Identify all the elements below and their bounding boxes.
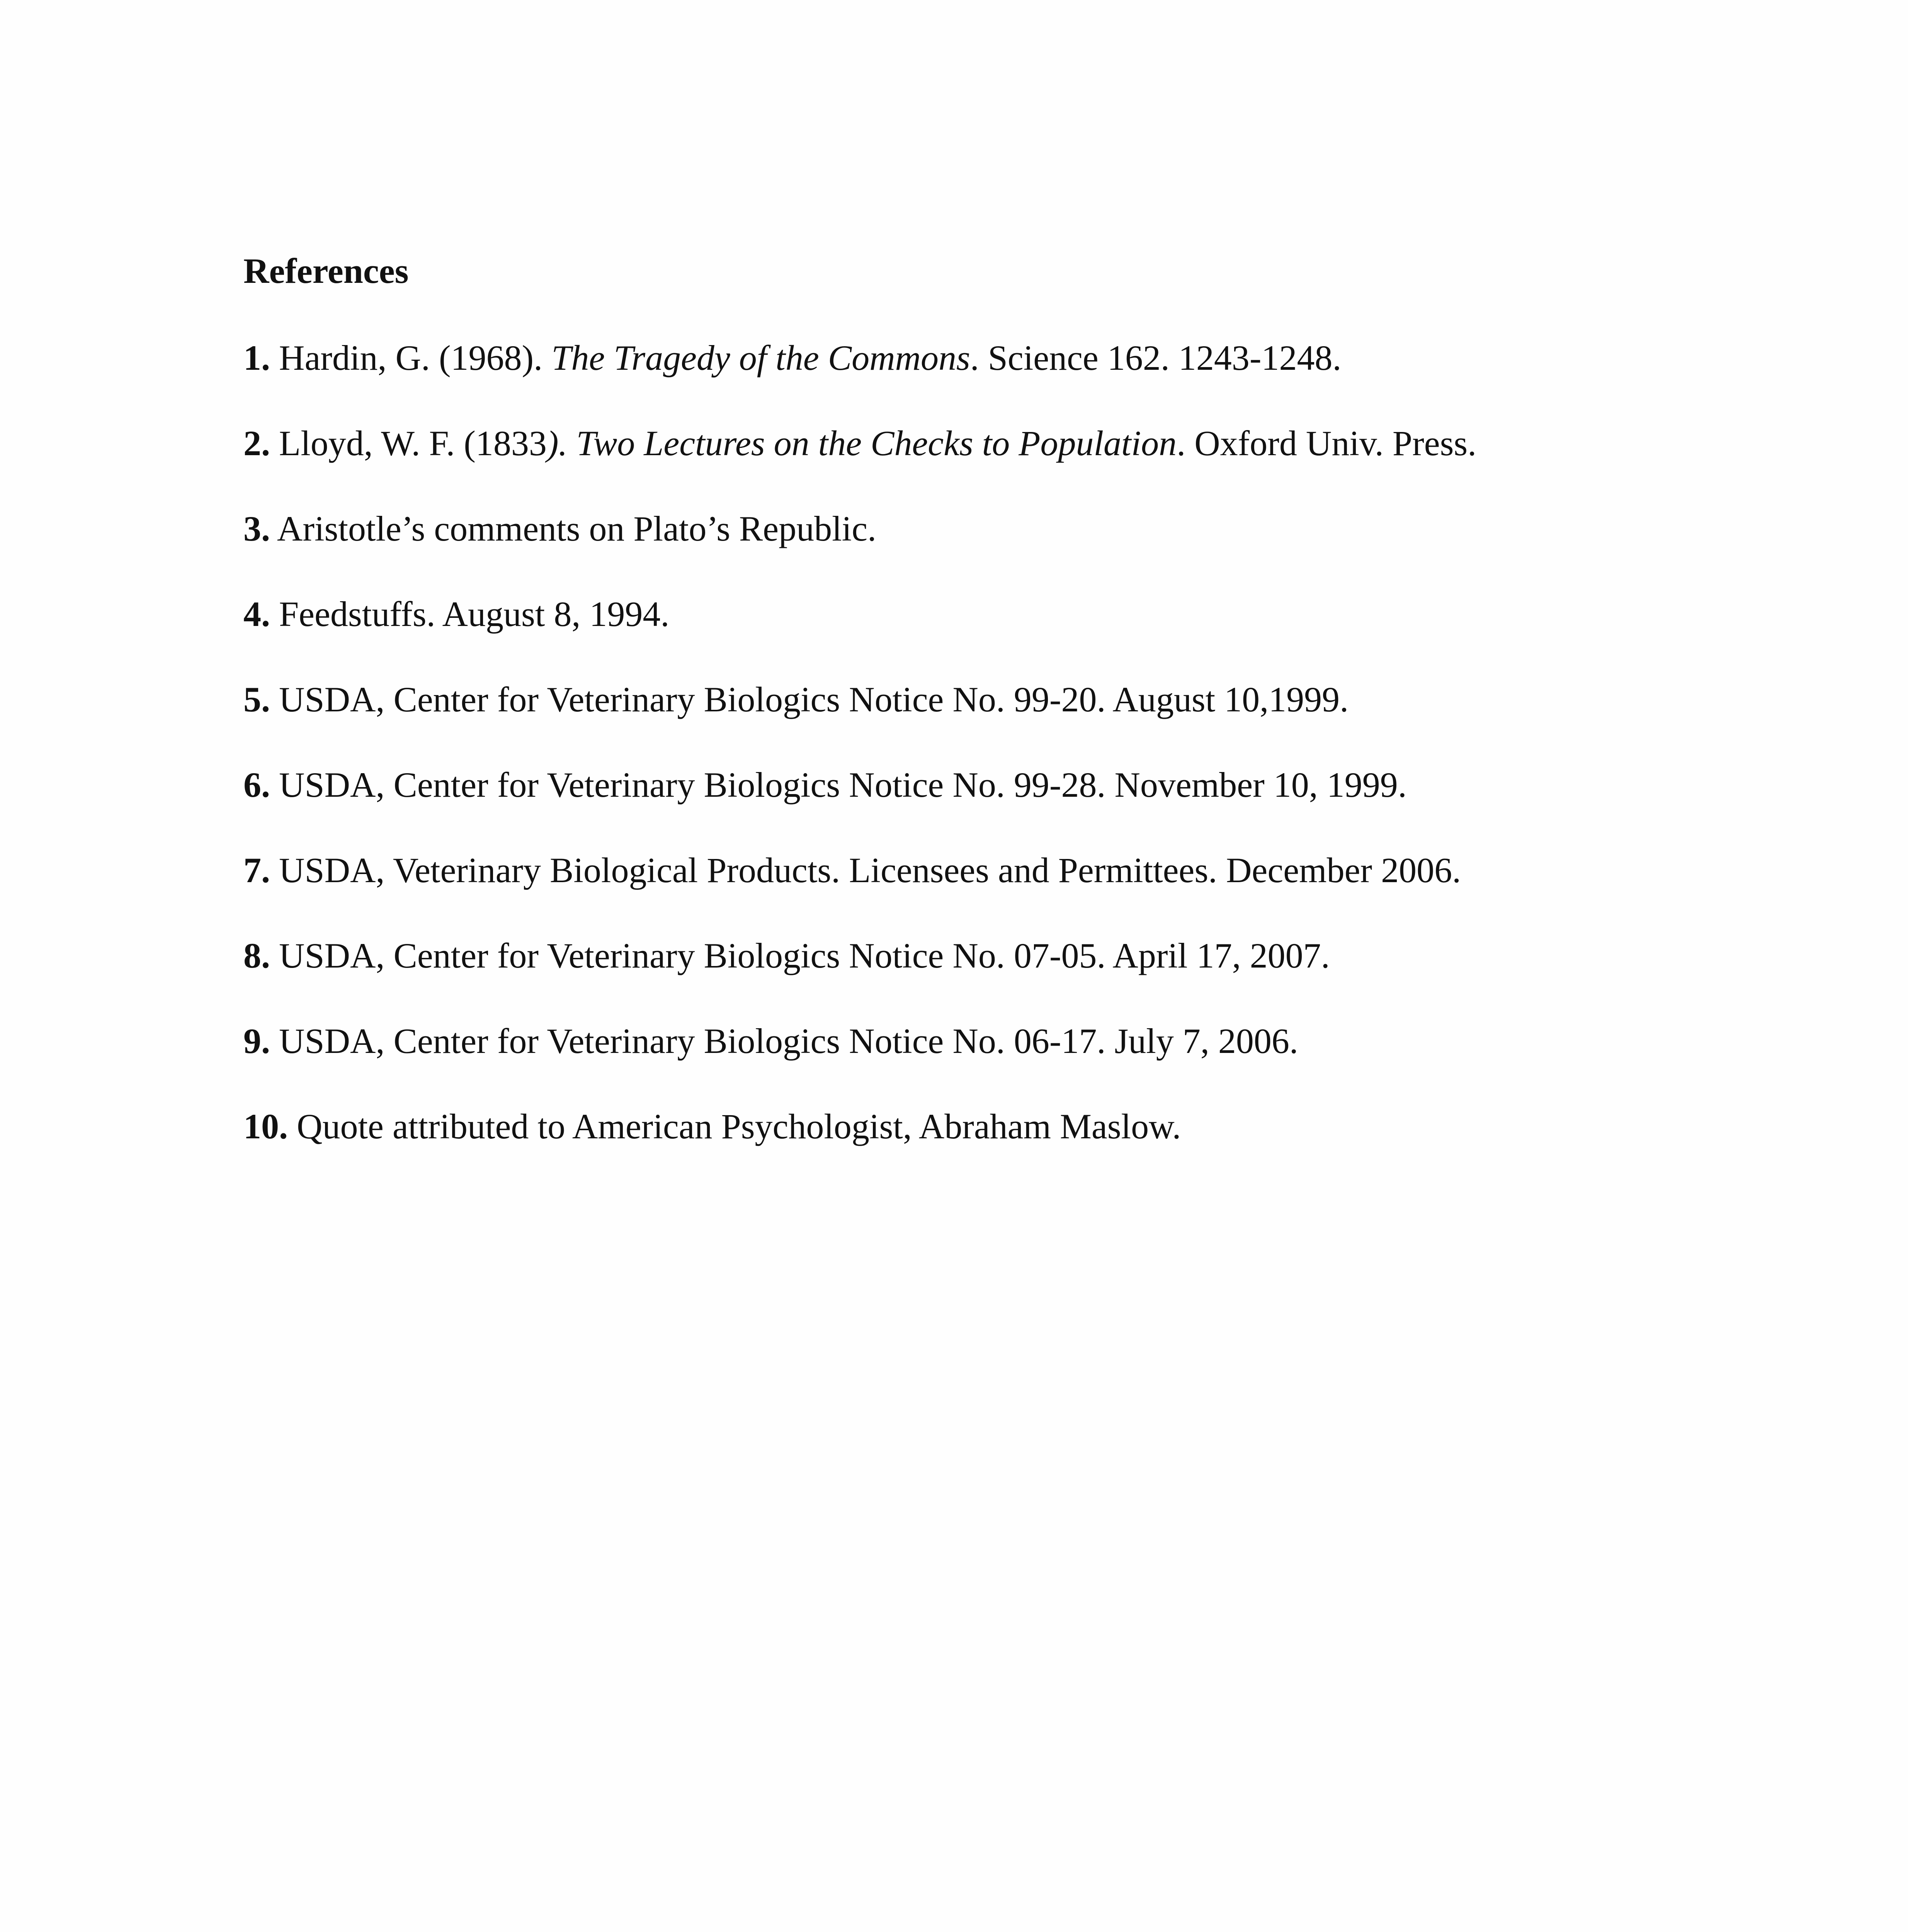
reference-item [243,596,1866,682]
reference-item [243,1023,1866,1109]
reference-text: USDA, Veterinary Biological Products. Licensees and Permittees. December 2006. [270,850,1461,890]
reference-number: 6. [243,765,270,804]
reference-number: 3. [243,509,270,548]
references-heading: References [243,251,409,291]
reference-text-tail: . Oxford Univ. Press. [1177,423,1477,463]
reference-text: Quote attributed to American Psychologist, Abraham Maslow. [288,1107,1181,1146]
reference-number: 2. [243,423,270,463]
reference-text: Aristotle’s comments on Plato’s Republic. [270,509,877,548]
reference-number: 4. [243,594,270,634]
reference-item [243,852,1866,938]
reference-text: Lloyd, W. F. (1833 [270,423,547,463]
reference-item [243,682,1866,767]
reference-title: ). Two Lectures on the Checks to Population [546,423,1177,463]
reference-item [243,938,1866,1023]
reference-number: 8. [243,936,270,975]
reference-item [243,425,1866,511]
reference-text: USDA, Center for Veterinary Biologics Notice No. 99-28. November 10, 1999. [270,765,1407,804]
reference-text-tail: . Science 162. 1243-1248. [970,338,1342,378]
reference-text: USDA, Center for Veterinary Biologics Notice No. 99-20. August 10,1999. [270,680,1349,719]
reference-text: Feedstuffs. August 8, 1994. [270,594,670,634]
reference-item [243,1109,1866,1194]
reference-title: The Tragedy of the Commons [551,338,970,378]
reference-text: USDA, Center for Veterinary Biologics Notice No. 06-17. July 7, 2006. [270,1021,1298,1061]
reference-number: 10. [243,1107,288,1146]
reference-item [243,767,1866,852]
reference-list [243,340,1866,1194]
reference-number: 1. [243,338,270,378]
reference-number: 9. [243,1021,270,1061]
reference-text: USDA, Center for Veterinary Biologics Notice No. 07-05. April 17, 2007. [270,936,1330,975]
reference-item [243,340,1866,425]
reference-text: Hardin, G. (1968). [270,338,552,378]
reference-number: 5. [243,680,270,719]
reference-number: 7. [243,850,270,890]
reference-item [243,511,1866,596]
